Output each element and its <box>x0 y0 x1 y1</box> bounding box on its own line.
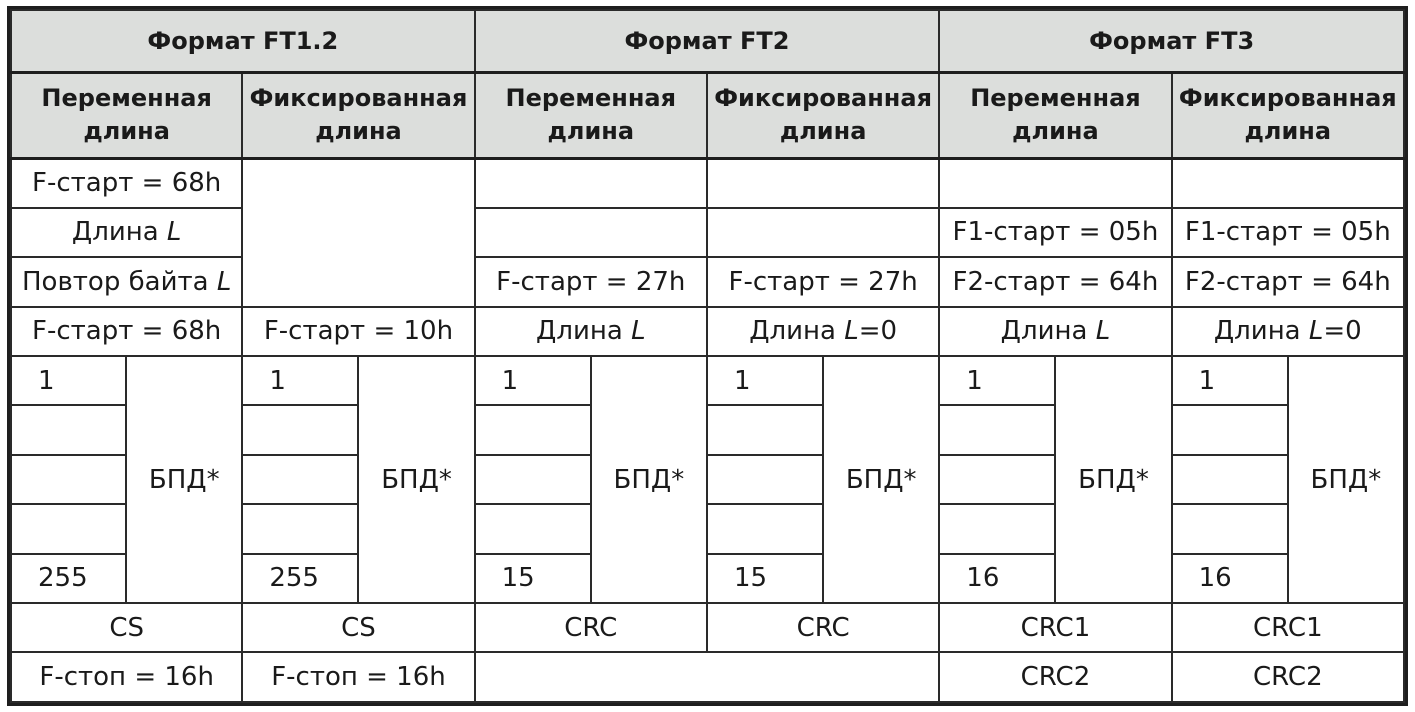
subheader-ft2-variable: Переменная длина <box>475 73 707 159</box>
ft3-fixed-length-cell: Длина L=0 <box>1172 307 1404 356</box>
ft3-var-last-byte: 16 <box>939 554 1055 603</box>
ft3-fixed-data-block: БПД* <box>1288 356 1404 603</box>
ft12-start-cell: F-старт = 68h <box>11 158 242 207</box>
ft3-fixed-f1-start-cell: F1-старт = 05h <box>1172 208 1404 257</box>
byte-cell <box>707 405 823 454</box>
header-ft2: Формат FT2 <box>475 10 940 73</box>
byte-cell <box>1172 455 1288 504</box>
ft2-variable-start-cell: F-старт = 27h <box>475 257 707 306</box>
ft3-fixed-first-byte: 1 <box>1172 356 1288 405</box>
ft2-var-checksum: CRC <box>475 603 707 652</box>
ft2-fixed-empty-cell <box>707 158 939 207</box>
subheader-ft2-fixed: Фиксированная длина <box>707 73 939 159</box>
ft12-fixed-first-byte: 1 <box>242 356 358 405</box>
ft3-fixed-checksum1: CRC1 <box>1172 603 1404 652</box>
ft2-empty-stop-cell <box>475 652 940 702</box>
ft2-fixed-start-cell: F-старт = 27h <box>707 257 939 306</box>
ft3-fixed-checksum2: CRC2 <box>1172 652 1404 702</box>
ft3-fixed-last-byte: 16 <box>1172 554 1288 603</box>
ft3-fixed-f2-start-cell: F2-старт = 64h <box>1172 257 1404 306</box>
ft3-variable-f2-start-cell: F2-старт = 64h <box>939 257 1171 306</box>
ft2-fixed-checksum: CRC <box>707 603 939 652</box>
ft2-var-data-block: БПД* <box>591 356 707 603</box>
table-row <box>11 356 1404 405</box>
byte-cell <box>939 504 1055 553</box>
ft3-variable-f1-start-cell: F1-старт = 05h <box>939 208 1171 257</box>
table-row <box>11 652 1404 702</box>
header-ft12: Формат FT1.2 <box>11 10 475 73</box>
ft12-var-stop: F-стоп = 16h <box>11 652 242 702</box>
ft12-fixed-last-byte: 255 <box>242 554 358 603</box>
byte-cell <box>475 405 591 454</box>
ft2-fixed-first-byte: 1 <box>707 356 823 405</box>
table-row <box>11 307 1404 356</box>
byte-cell <box>939 455 1055 504</box>
frame-table-container <box>7 6 1408 706</box>
ft12-var-last-byte: 255 <box>11 554 126 603</box>
ft2-var-last-byte: 15 <box>475 554 591 603</box>
table-row <box>11 257 1404 306</box>
byte-cell <box>475 504 591 553</box>
ft2-fixed-last-byte: 15 <box>707 554 823 603</box>
ft12-fixed-checksum: CS <box>242 603 474 652</box>
byte-cell <box>11 504 126 553</box>
byte-cell <box>939 405 1055 454</box>
ft12-repeat-length-cell: Повтор байта L <box>11 257 242 306</box>
ft2-variable-empty-cell <box>475 158 707 207</box>
byte-cell <box>1172 405 1288 454</box>
byte-cell <box>242 455 358 504</box>
ft2-variable-length-cell: Длина L <box>475 307 707 356</box>
byte-cell <box>1172 504 1288 553</box>
ft3-var-data-block: БПД* <box>1055 356 1171 603</box>
subheader-ft3-variable: Переменная длина <box>939 73 1171 159</box>
ft2-fixed-data-block: БПД* <box>823 356 939 603</box>
ft3-variable-empty-cell <box>939 158 1171 207</box>
table-row <box>11 208 1404 257</box>
ft12-fixed-empty-cell <box>242 158 474 306</box>
ft12-var-first-byte: 1 <box>11 356 126 405</box>
ft2-variable-empty-cell <box>475 208 707 257</box>
byte-cell <box>242 405 358 454</box>
ft2-fixed-length-cell: Длина L=0 <box>707 307 939 356</box>
subheader-ft12-variable: Переменная длина <box>11 73 242 159</box>
ft3-variable-length-cell: Длина L <box>939 307 1171 356</box>
ft12-start-repeat-cell: F-старт = 68h <box>11 307 242 356</box>
ft12-length-cell: Длина L <box>11 208 242 257</box>
subheader-ft12-fixed: Фиксированная длина <box>242 73 474 159</box>
header-row-formats <box>11 10 1404 73</box>
subheader-ft3-fixed: Фиксированная длина <box>1172 73 1404 159</box>
table-row <box>11 603 1404 652</box>
byte-cell <box>242 504 358 553</box>
byte-cell <box>707 455 823 504</box>
table-row <box>11 158 1404 207</box>
ft12-var-checksum: CS <box>11 603 242 652</box>
byte-cell <box>707 504 823 553</box>
ft3-var-checksum2: CRC2 <box>939 652 1171 702</box>
ft2-fixed-empty-cell <box>707 208 939 257</box>
ft3-var-first-byte: 1 <box>939 356 1055 405</box>
header-row-lengths <box>11 73 1404 159</box>
byte-cell <box>475 455 591 504</box>
ft12-fixed-stop: F-стоп = 16h <box>242 652 474 702</box>
byte-cell <box>11 405 126 454</box>
byte-cell <box>11 455 126 504</box>
header-ft3: Формат FT3 <box>939 10 1404 73</box>
ft12-fixed-data-block: БПД* <box>358 356 474 603</box>
frame-formats-table <box>10 9 1405 703</box>
ft2-var-first-byte: 1 <box>475 356 591 405</box>
ft12-fixed-start-cell: F-старт = 10h <box>242 307 474 356</box>
ft12-var-data-block: БПД* <box>126 356 242 603</box>
ft3-fixed-empty-cell <box>1172 158 1404 207</box>
ft3-var-checksum1: CRC1 <box>939 603 1171 652</box>
